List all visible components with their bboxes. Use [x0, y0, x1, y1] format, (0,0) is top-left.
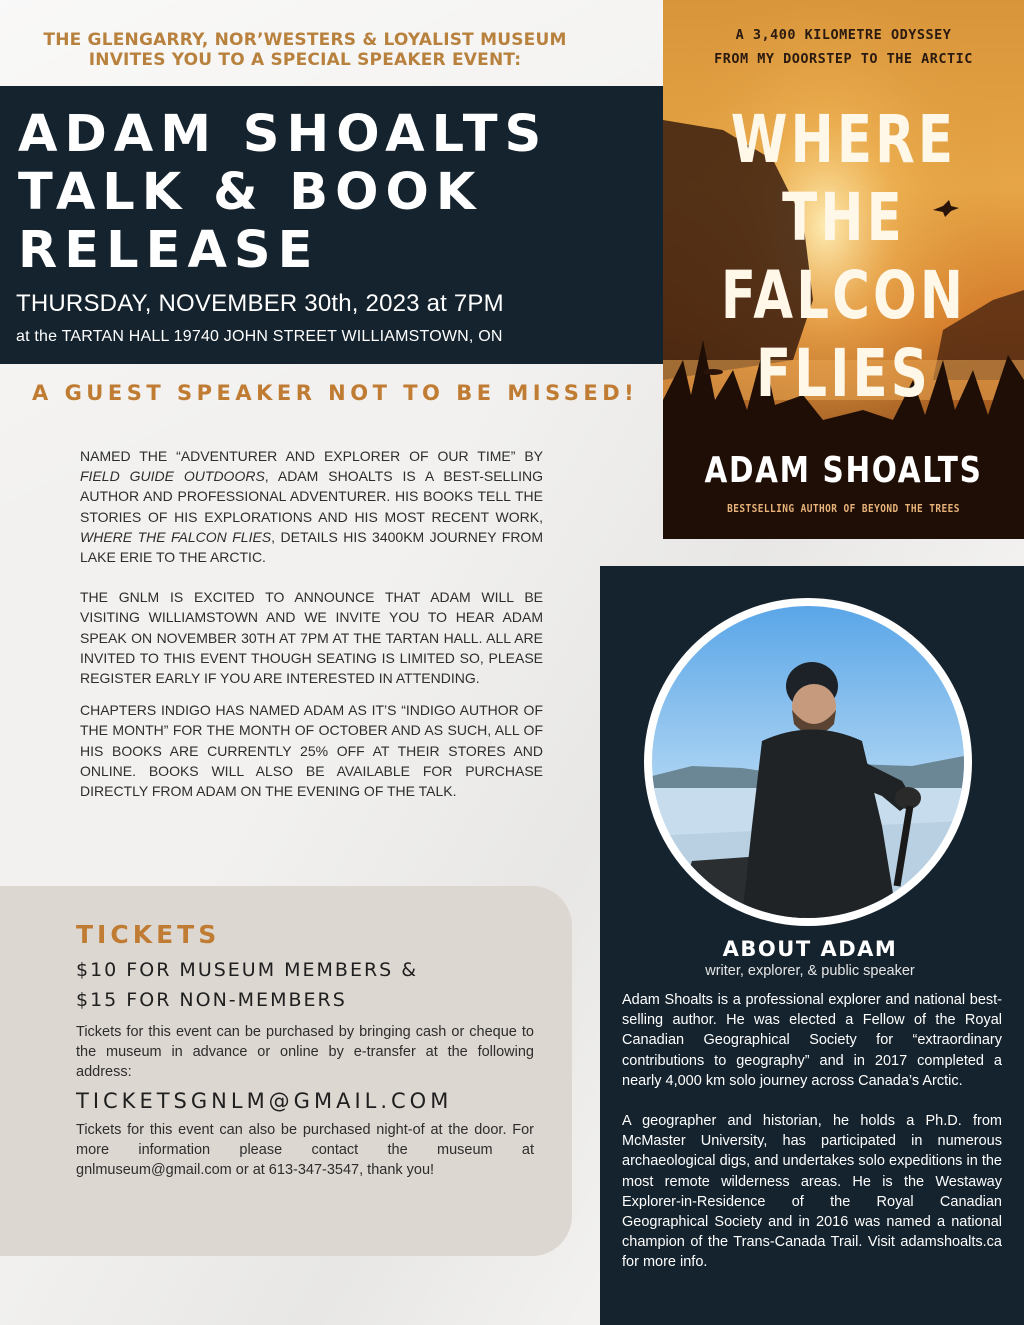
ticket-email-address: TICKETSGNLM@GMAIL.COM [76, 1089, 453, 1113]
guest-speaker-tagline: A GUEST SPEAKER NOT TO BE MISSED! [32, 381, 639, 405]
author-photo-art [652, 606, 964, 918]
event-title [18, 106, 658, 280]
invite-line-2: INVITES YOU TO A SPECIAL SPEAKER EVENT: [88, 50, 522, 70]
book-title-line-1: WHERE [730, 101, 957, 178]
book-title-line-4: FLIES [756, 335, 931, 412]
book-title-line-2: THE [782, 179, 905, 256]
about-paragraph-2: A geographer and historian, he holds a Ph.D. from McMaster University, has participated in numerous archaeological digs, and undertakes solo expeditions in the most remote wilderness areas. He is the Westaway Explorer-in-Residence of the Royal Canadian Geographical Society and in 2016 was named a national champion of the Trans-Canada Trail. Visit adamshoalts.ca for more info. [622, 1113, 1002, 1271]
book-cover [663, 0, 1024, 539]
tickets-purchase-info: Tickets for this event can be purchased by bringing cash or cheque to the museum in advance or online by e-transfer at the following address: [76, 1024, 534, 1081]
invite-header [0, 30, 610, 70]
book-subtitle-line-1: A 3,400 KILOMETRE ODYSSEY [735, 27, 952, 43]
book-author: ADAM SHOALTS [704, 450, 983, 491]
author-photo [652, 606, 964, 918]
description-paragraph-2: THE GNLM IS EXCITED TO ANNOUNCE THAT ADAM WILL BE VISITING WILLIAMSTOWN AND WE INVITE YOU TO HEAR ADAM SPEAK ON NOVEMBER 30TH AT 7PM AT THE TARTAN HALL. ALL ARE INVITED TO THIS EVENT THOUGH SEATING IS LIMITED SO, PLEASE REGISTER EARLY IF YOU ARE INTERESTED IN ATTENDING. [80, 589, 543, 687]
description-paragraph-3: CHAPTERS INDIGO HAS NAMED ADAM AS IT’S “INDIGO AUTHOR OF THE MONTH” FOR THE MONTH OF OCTOBER AND AS SUCH, ALL OF HIS BOOKS ARE CURRENTLY 25% OFF AT THEIR STORES AND ONLINE. BOOKS WILL ALSO BE AVAILABLE FOR PURCHASE DIRECTLY FROM ADAM ON THE EVENING OF THE TALK. [80, 702, 543, 800]
book-title-line-3: FALCON [720, 257, 967, 334]
event-title-line-2: TALK & BOOK [18, 163, 483, 222]
about-subheading: writer, explorer, & public speaker [705, 963, 915, 979]
book-name: WHERE THE FALCON FLIES [80, 528, 272, 545]
event-date: THURSDAY, NOVEMBER 30th, 2023 at 7PM [16, 290, 504, 317]
publication-name: FIELD GUIDE OUTDOORS [80, 468, 265, 485]
description-paragraph-1: NAMED THE “ADVENTURER AND EXPLORER OF OUR TIME” BY FIELD GUIDE OUTDOORS, ADAM SHOALTS IS A BEST-SELLING AUTHOR AND PROFESSIONAL ADVENTURER. HIS BOOKS TELL THE STORIES OF HIS EXPLORATIONS AND HIS MOST RECENT WORK, WHERE THE FALCON FLIES, DETAILS HIS 3400KM JOURNEY FROM LAKE ERIE TO THE ARCTIC. [80, 448, 543, 566]
tickets-contact-info: Tickets for this event can also be purchased night-of at the door. For more information please contact the museum at gnlmuseum@gmail.com or at 613-347-3547, thank you! [76, 1122, 534, 1179]
price-members: $10 FOR MUSEUM MEMBERS & [76, 959, 419, 981]
about-heading: ABOUT ADAM [722, 937, 898, 961]
book-byline: BESTSELLING AUTHOR OF BEYOND THE TREES [727, 502, 960, 515]
about-paragraph-1: Adam Shoalts is a professional explorer and national best-selling author. He was elected a Fellow of the Royal Canadian Geographical Society for “extraordinary contributions to geography” and in 2017 completed a nearly 4,000 km solo journey across Canada’s Arctic. [622, 992, 1002, 1089]
price-non-members: $15 FOR NON-MEMBERS [76, 989, 347, 1011]
event-title-line-1: ADAM SHOALTS [18, 105, 549, 164]
about-text [622, 990, 1002, 1293]
tickets-heading: TICKETS [76, 920, 221, 949]
invite-line-1: THE GLENGARRY, NOR’WESTERS & LOYALIST MUSEUM [43, 30, 567, 50]
event-description [80, 446, 543, 821]
book-subtitle-line-2: FROM MY DOORSTEP TO THE ARCTIC [714, 51, 973, 67]
event-venue: at the TARTAN HALL 19740 JOHN STREET WILLIAMSTOWN, ON [16, 328, 503, 345]
event-title-line-3: RELEASE [18, 221, 320, 280]
